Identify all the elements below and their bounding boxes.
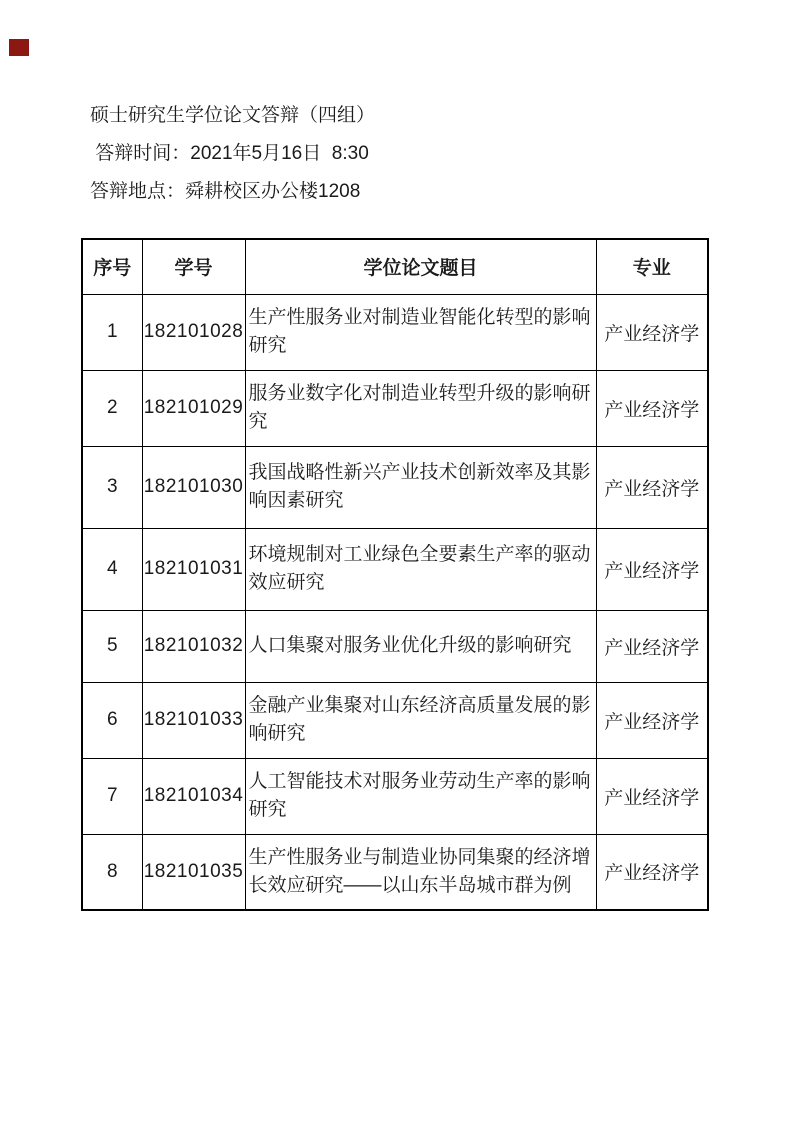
red-marker-icon — [9, 39, 29, 56]
cell-thesis-title: 生产性服务业与制造业协同集聚的经济增长效应研究——以山东半岛城市群为例 — [245, 834, 596, 910]
table-row — [82, 294, 708, 370]
column-header-index: 序号 — [82, 239, 142, 294]
cell-thesis-title: 我国战略性新兴产业技术创新效率及其影响因素研究 — [245, 446, 596, 528]
cell-index: 3 — [82, 446, 142, 528]
cell-thesis-title: 环境规制对工业绿色全要素生产率的驱动效应研究 — [245, 528, 596, 610]
cell-thesis-title: 生产性服务业对制造业智能化转型的影响研究 — [245, 294, 596, 370]
cell-index: 5 — [82, 610, 142, 682]
cell-major: 产业经济学 — [596, 682, 708, 758]
cell-student-id: 182101035 — [142, 834, 245, 910]
column-header-thesis-title: 学位论文题目 — [245, 239, 596, 294]
cell-major: 产业经济学 — [596, 610, 708, 682]
table-row — [82, 528, 708, 610]
defense-time-line: 答辩时间：2021年5月16日 8:30 — [90, 143, 369, 164]
cell-student-id: 182101034 — [142, 758, 245, 834]
cell-index: 4 — [82, 528, 142, 610]
cell-thesis-title: 人工智能技术对服务业劳动生产率的影响研究 — [245, 758, 596, 834]
table-header-row — [82, 239, 708, 294]
cell-student-id: 182101032 — [142, 610, 245, 682]
cell-student-id: 182101033 — [142, 682, 245, 758]
cell-major: 产业经济学 — [596, 370, 708, 446]
cell-index: 6 — [82, 682, 142, 758]
cell-major: 产业经济学 — [596, 528, 708, 610]
cell-thesis-title: 金融产业集聚对山东经济高质量发展的影响研究 — [245, 682, 596, 758]
cell-major: 产业经济学 — [596, 294, 708, 370]
cell-index: 7 — [82, 758, 142, 834]
cell-major: 产业经济学 — [596, 758, 708, 834]
cell-major: 产业经济学 — [596, 834, 708, 910]
table-body — [82, 294, 708, 910]
page-title: 硕士研究生学位论文答辩（四组） — [90, 105, 376, 126]
cell-index: 1 — [82, 294, 142, 370]
column-header-student-id: 学号 — [142, 239, 245, 294]
cell-index: 2 — [82, 370, 142, 446]
table-row — [82, 610, 708, 682]
cell-student-id: 182101029 — [142, 370, 245, 446]
table-row — [82, 758, 708, 834]
cell-thesis-title: 人口集聚对服务业优化升级的影响研究 — [245, 610, 596, 682]
cell-student-id: 182101031 — [142, 528, 245, 610]
table-row — [82, 682, 708, 758]
cell-student-id: 182101028 — [142, 294, 245, 370]
cell-thesis-title: 服务业数字化对制造业转型升级的影响研究 — [245, 370, 596, 446]
cell-student-id: 182101030 — [142, 446, 245, 528]
cell-index: 8 — [82, 834, 142, 910]
header-block — [90, 103, 375, 217]
column-header-major: 专业 — [596, 239, 708, 294]
cell-major: 产业经济学 — [596, 446, 708, 528]
defense-schedule-table — [81, 238, 709, 911]
table-row — [82, 834, 708, 910]
defense-location-line: 答辩地点：舜耕校区办公楼1208 — [90, 181, 361, 202]
table-row — [82, 446, 708, 528]
table-row — [82, 370, 708, 446]
